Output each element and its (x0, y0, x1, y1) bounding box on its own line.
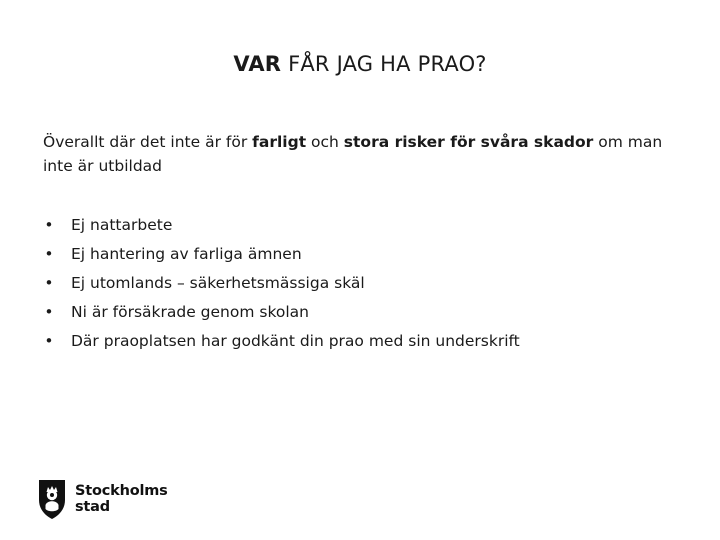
bullet-text: Ej utomlands – säkerhetsmässiga skäl (71, 274, 365, 292)
logo-wordmark (75, 483, 168, 515)
bullet-text: Ej nattarbete (71, 216, 173, 234)
bullet-icon: • (44, 216, 54, 234)
intro-bold-2: stora risker för svåra skador (343, 133, 594, 151)
bullet-text: Ej hantering av farliga ämnen (71, 245, 302, 263)
list-item (43, 211, 683, 240)
bullet-text: Där praoplatsen har godkänt din prao med sin underskrift (71, 332, 520, 350)
bullet-text: Ni är försäkrade genom skolan (71, 303, 309, 321)
logo-line-1: Stockholms (75, 483, 168, 499)
intro-paragraph (43, 130, 683, 178)
title-rest: FÅR JAG HA PRAO? (281, 52, 487, 76)
intro-text-3: om man inte är utbildad (43, 133, 663, 175)
bullet-icon: • (44, 332, 54, 350)
list-item (43, 298, 683, 327)
list-item (43, 240, 683, 269)
logo-line-2: stad (75, 499, 110, 515)
intro-bold-1: farligt (252, 133, 307, 151)
title-strong-word: VAR (233, 52, 282, 76)
bullet-icon: • (44, 274, 54, 292)
list-item (43, 327, 683, 356)
bullet-icon: • (44, 245, 54, 263)
slide-title (0, 52, 720, 76)
crest-icon (36, 478, 68, 520)
stockholms-stad-logo (36, 478, 168, 520)
intro-text-2: och (306, 133, 344, 151)
intro-text-1: Överallt där det inte är för (43, 133, 253, 151)
list-item (43, 269, 683, 298)
bullet-list (43, 211, 683, 356)
bullet-icon: • (44, 303, 54, 321)
